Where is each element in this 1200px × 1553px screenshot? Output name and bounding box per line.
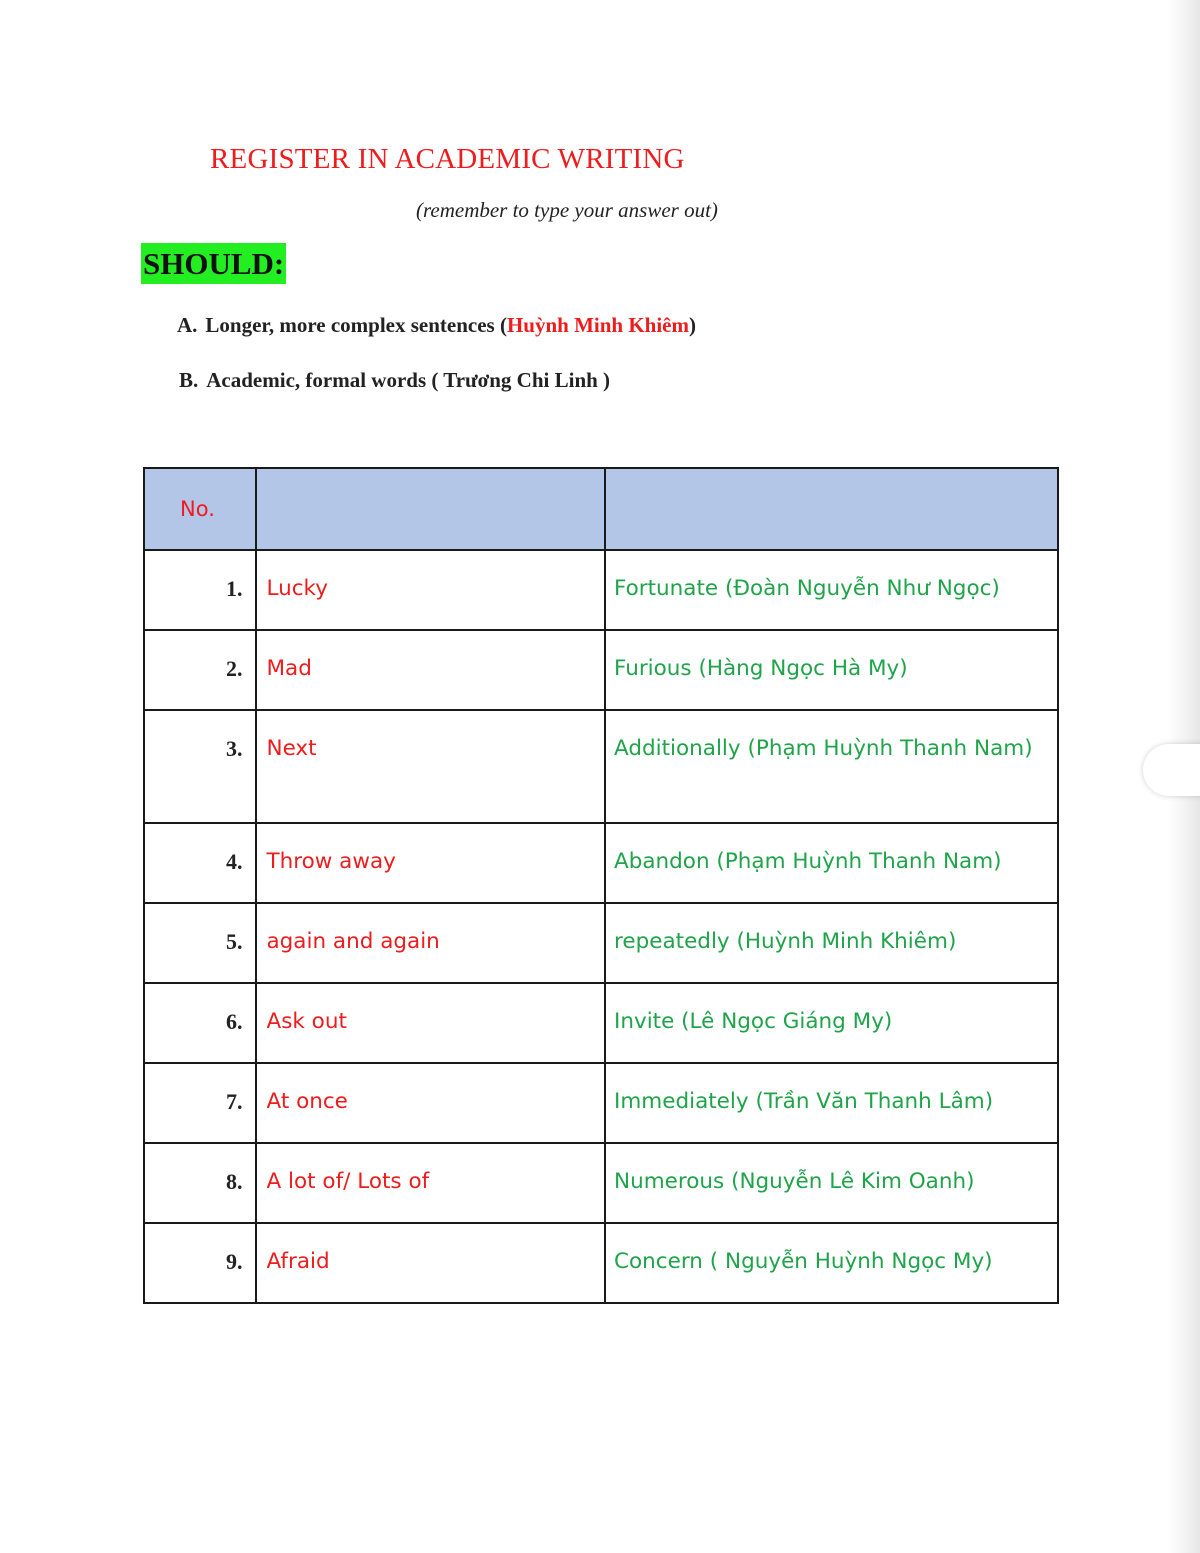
table-row xyxy=(144,1143,1058,1223)
informal-word: At once xyxy=(256,1063,605,1143)
row-number: 5. xyxy=(144,903,256,983)
table-row xyxy=(144,1223,1058,1303)
header-formal xyxy=(605,468,1058,550)
document-subtitle: (remember to type your answer out) xyxy=(416,198,718,222)
informal-word: Afraid xyxy=(256,1223,605,1303)
formal-word: Concern ( Nguyễn Huỳnh Ngọc My) xyxy=(605,1223,1058,1303)
row-number: 4. xyxy=(144,823,256,903)
formal-word: repeatedly (Huỳnh Minh Khiêm) xyxy=(605,903,1058,983)
header-informal xyxy=(256,468,605,550)
informal-word: Throw away xyxy=(256,823,605,903)
table-row xyxy=(144,710,1058,823)
list-item-text: Longer, more complex sentences ( xyxy=(205,313,507,337)
informal-word: Lucky xyxy=(256,550,605,630)
row-number: 8. xyxy=(144,1143,256,1223)
list-item-author: Huỳnh Minh Khiêm xyxy=(506,313,690,337)
row-number: 6. xyxy=(144,983,256,1063)
list-marker: B. xyxy=(179,368,199,392)
row-number: 2. xyxy=(144,630,256,710)
table-header-row xyxy=(144,468,1058,550)
table-row xyxy=(144,903,1058,983)
table-row xyxy=(144,630,1058,710)
informal-word: Ask out xyxy=(256,983,605,1063)
table-row xyxy=(144,550,1058,630)
formal-word: Additionally (Phạm Huỳnh Thanh Nam) xyxy=(605,710,1058,823)
vocabulary-table xyxy=(143,467,1059,1304)
should-section-label: SHOULD: xyxy=(141,243,286,284)
table-row xyxy=(144,1063,1058,1143)
formal-word: Furious (Hàng Ngọc Hà My) xyxy=(605,630,1058,710)
informal-word: Mad xyxy=(256,630,605,710)
document-title: REGISTER IN ACADEMIC WRITING xyxy=(210,143,685,175)
side-panel-handle[interactable] xyxy=(1143,744,1200,796)
formal-word: Immediately (Trần Văn Thanh Lâm) xyxy=(605,1063,1058,1143)
informal-word: Next xyxy=(256,710,605,823)
list-item-suffix: ) xyxy=(689,313,697,337)
table-row xyxy=(144,983,1058,1063)
informal-word: A lot of/ Lots of xyxy=(256,1143,605,1223)
header-no: No. xyxy=(144,468,256,550)
list-item-a xyxy=(177,313,696,338)
list-item-b xyxy=(179,368,610,393)
row-number: 7. xyxy=(144,1063,256,1143)
formal-word: Abandon (Phạm Huỳnh Thanh Nam) xyxy=(605,823,1058,903)
table-row xyxy=(144,823,1058,903)
row-number: 3. xyxy=(144,710,256,823)
formal-word: Fortunate (Đoàn Nguyễn Như Ngọc) xyxy=(605,550,1058,630)
row-number: 9. xyxy=(144,1223,256,1303)
formal-word: Invite (Lê Ngọc Giáng My) xyxy=(605,983,1058,1063)
row-number: 1. xyxy=(144,550,256,630)
list-item-text: Academic, formal words ( Trương Chi Linh ) xyxy=(206,368,611,392)
informal-word: again and again xyxy=(256,903,605,983)
list-marker: A. xyxy=(177,313,198,337)
formal-word: Numerous (Nguyễn Lê Kim Oanh) xyxy=(605,1143,1058,1223)
